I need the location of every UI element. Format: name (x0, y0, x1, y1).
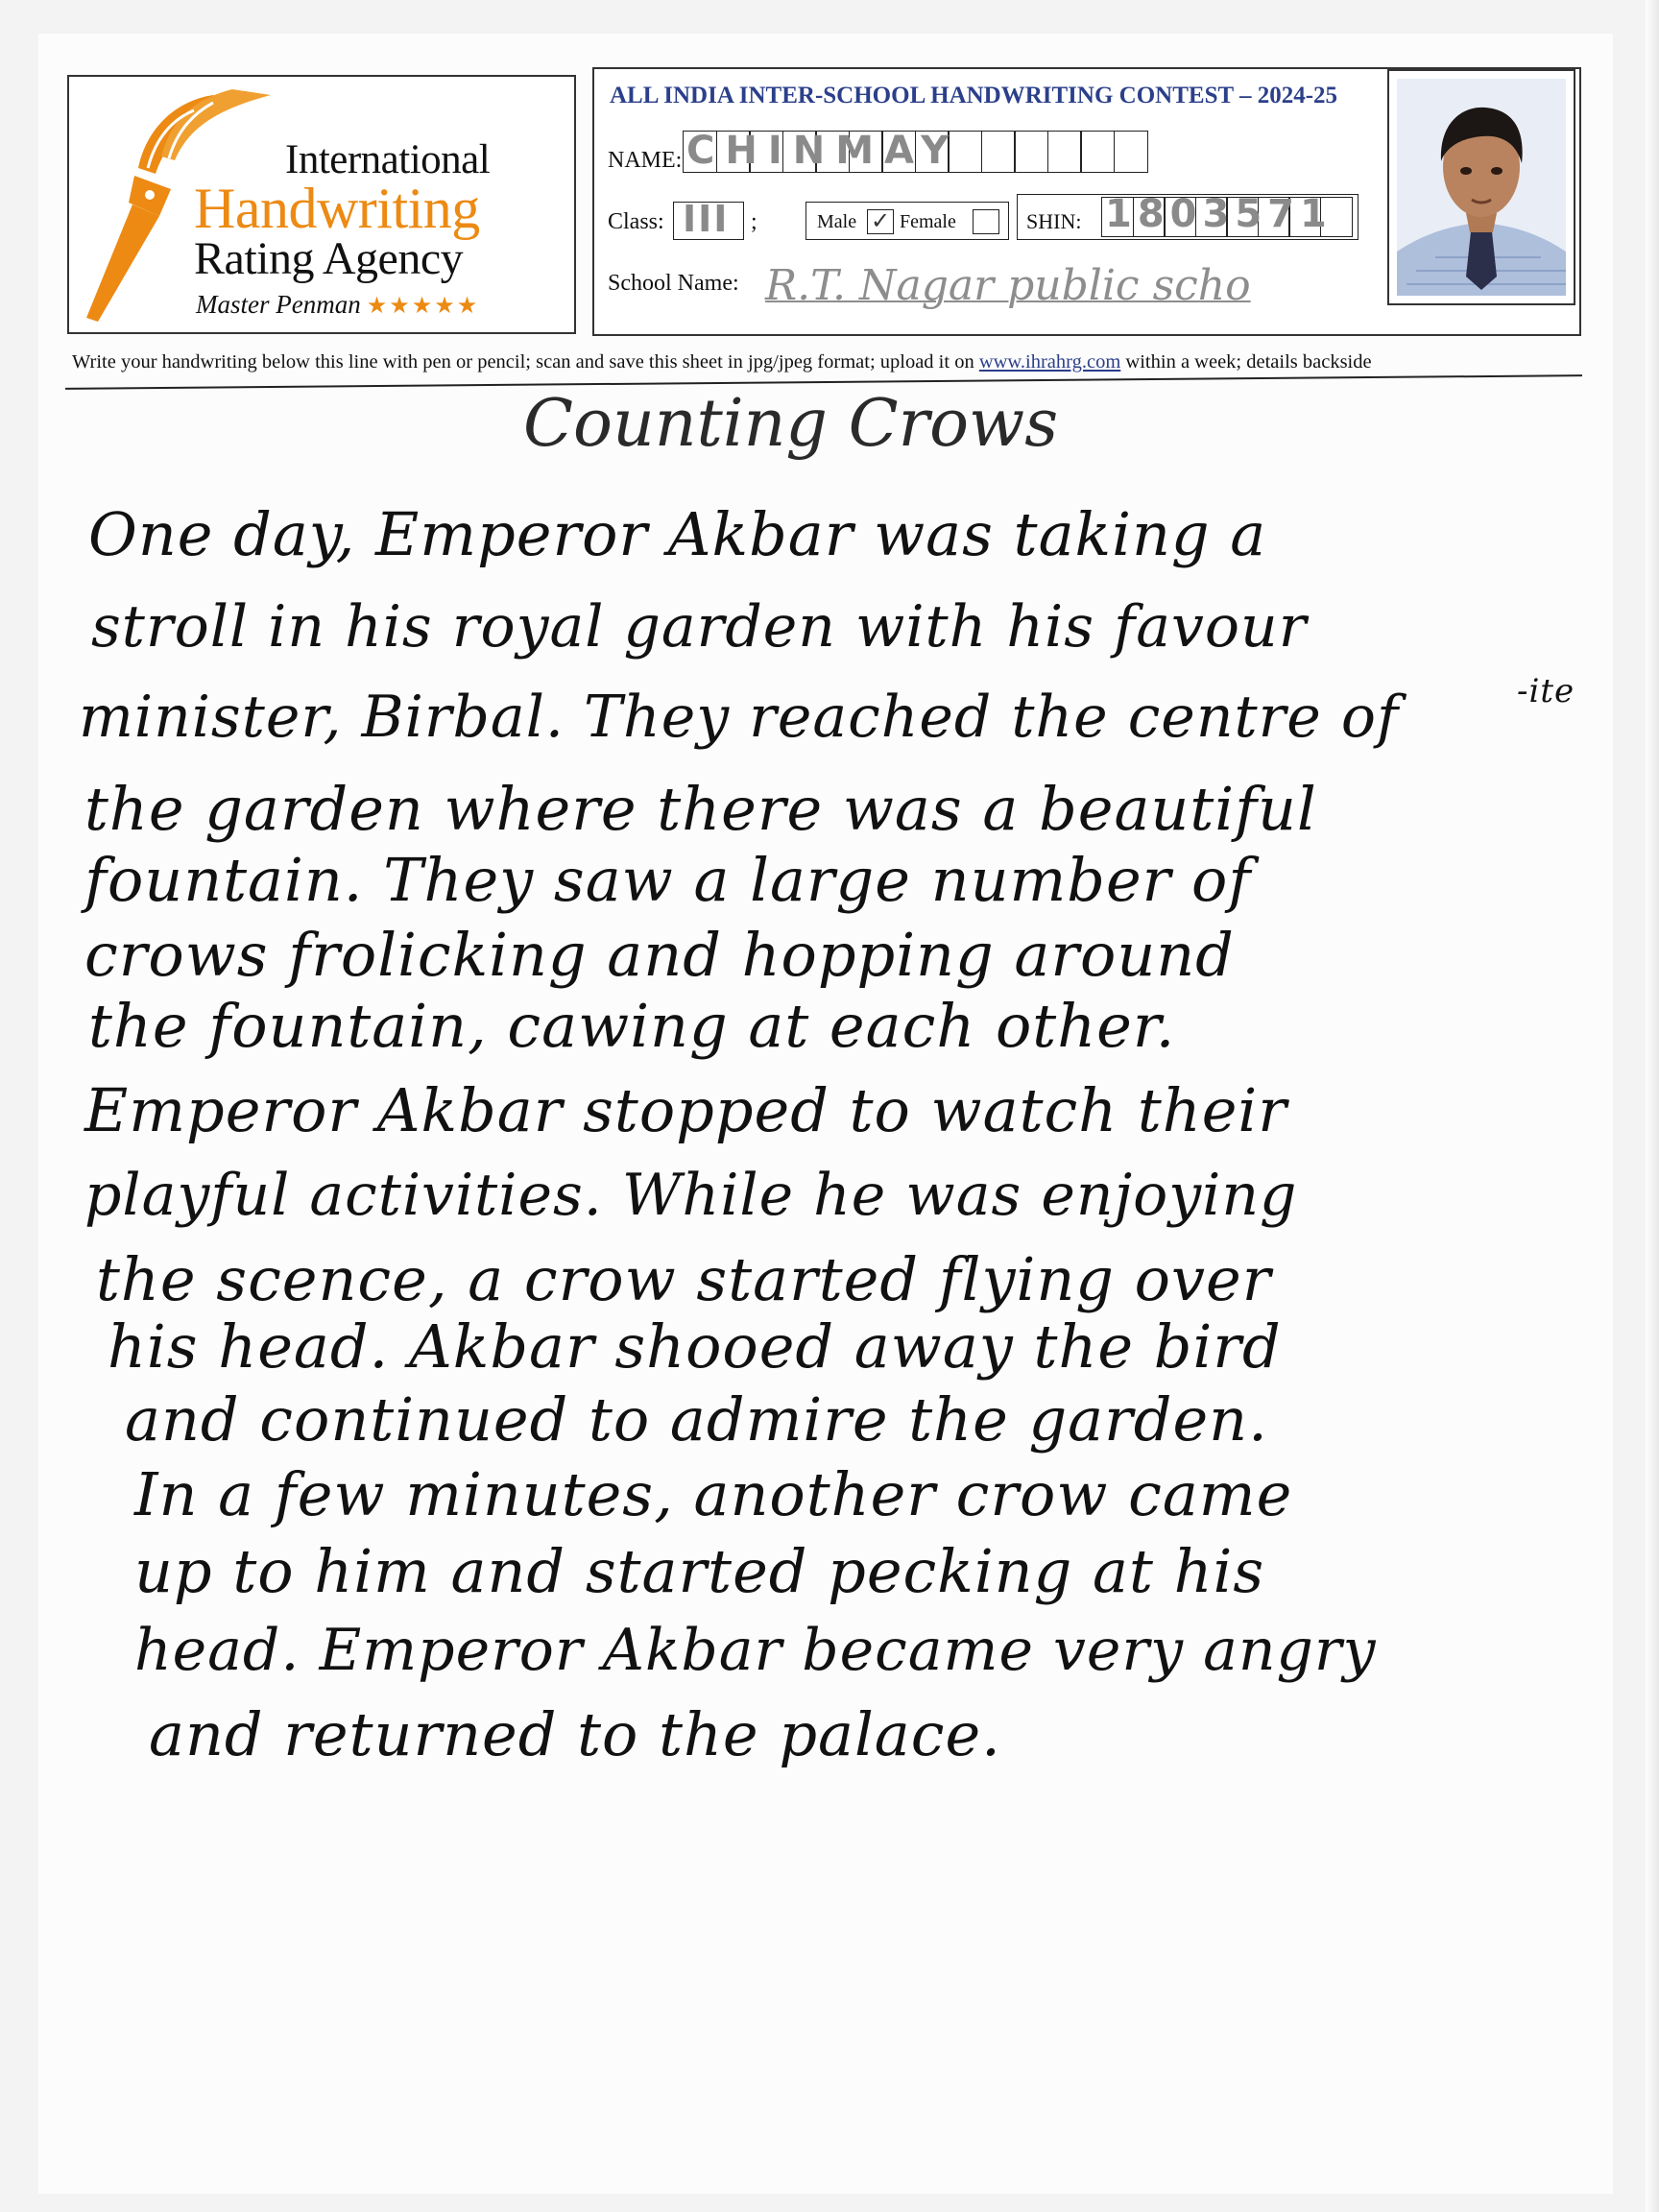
name-label: NAME: (608, 148, 683, 173)
essay-line: minister, Birbal. They reached the centre of (79, 684, 1400, 751)
female-label: Female (900, 211, 956, 232)
essay-line: One day, Emperor Akbar was taking a (88, 499, 1267, 569)
website-link[interactable]: www.ihrahrg.com (978, 351, 1121, 373)
essay-line: and returned to the palace. (149, 1699, 1001, 1769)
essay-insert-note: -ite (1517, 672, 1575, 710)
female-checkbox[interactable] (973, 209, 999, 234)
essay-line: the scence, a crow started flying over (96, 1244, 1272, 1314)
logo-master-penman (196, 290, 479, 320)
instruction-text: Write your handwriting below this line with pen or pencil; scan and save this sheet in jpg/jpeg format; upload it on (72, 351, 974, 373)
essay-line: In a few minutes, another crow came (134, 1459, 1293, 1529)
class-label: Class: (608, 209, 664, 234)
class-field[interactable]: III (683, 198, 730, 240)
essay-line: head. Emperor Akbar became very angry (134, 1617, 1377, 1684)
logo-rating-agency: Rating Agency (194, 233, 464, 284)
instruction-text-end: within a week; details backside (1125, 351, 1372, 373)
logo-handwriting: Handwriting (194, 177, 480, 240)
contest-title: ALL INDIA INTER-SCHOOL HANDWRITING CONTEST – 2024-25 (610, 83, 1338, 108)
school-name-label: School Name: (608, 271, 739, 296)
student-photo-frame (1387, 69, 1575, 305)
page-edge (1646, 0, 1659, 2212)
agency-logo (67, 75, 576, 334)
school-name-field[interactable]: R.T. Nagar public scho (765, 261, 1251, 310)
name-field[interactable]: CHINMAY (686, 129, 960, 173)
master-penman-text: Master Penman (196, 290, 361, 319)
essay-line: fountain. They saw a large number of (84, 845, 1252, 915)
essay-line: playful activities. While he was enjoying (84, 1162, 1298, 1229)
essay-line: the fountain, cawing at each other. (88, 991, 1176, 1061)
star-rating-icon: ★★★★★ (366, 294, 480, 319)
class-separator: ; (751, 209, 757, 234)
upload-instruction (72, 351, 1372, 373)
essay-line: up to him and started pecking at his (134, 1536, 1265, 1606)
student-photo (1397, 79, 1566, 296)
essay-line: his head. Akbar shooed away the bird (108, 1311, 1282, 1382)
male-label: Male (817, 211, 857, 232)
essay-line: stroll in his royal garden with his favour (91, 593, 1308, 661)
essay-line: and continued to admire the garden. (125, 1384, 1268, 1455)
logo-international: International (285, 137, 491, 182)
shin-label: SHIN: (1026, 209, 1082, 233)
essay-line: Emperor Akbar stopped to watch their (84, 1075, 1287, 1145)
male-checkbox[interactable]: ✓ (867, 209, 894, 234)
essay-line: the garden where there was a beautiful (84, 774, 1317, 844)
shin-field[interactable]: 1803571 (1105, 192, 1333, 236)
essay-line: crows frolicking and hopping around (84, 920, 1235, 990)
essay-title: Counting Crows (523, 386, 1059, 462)
